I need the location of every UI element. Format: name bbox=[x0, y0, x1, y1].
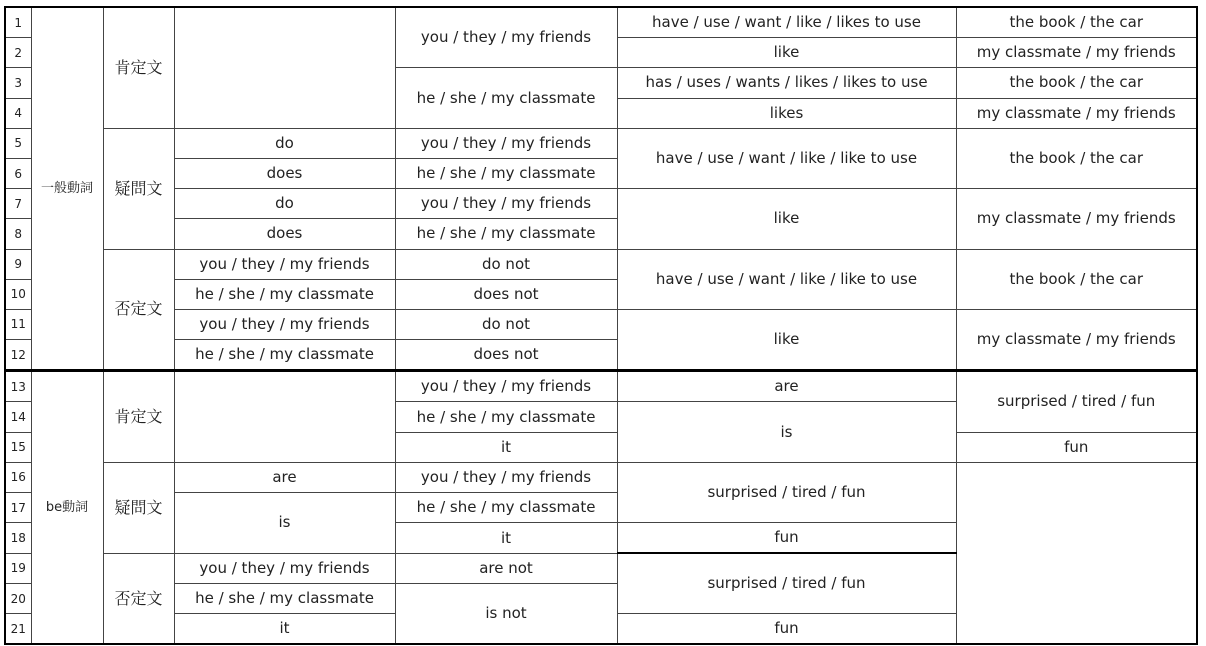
row-number[interactable]: 5 bbox=[5, 128, 31, 158]
negation-cell[interactable]: is not bbox=[395, 584, 617, 645]
subject-cell[interactable]: he / she / my classmate bbox=[174, 584, 395, 614]
category-be-verb[interactable]: be動詞 bbox=[31, 371, 103, 645]
row-number[interactable]: 17 bbox=[5, 493, 31, 523]
subject-cell[interactable]: it bbox=[174, 614, 395, 645]
cell[interactable] bbox=[174, 371, 395, 463]
object-cell[interactable]: my classmate / my friends bbox=[956, 98, 1197, 128]
auxiliary-cell[interactable]: do bbox=[174, 189, 395, 219]
row-number[interactable]: 12 bbox=[5, 340, 31, 371]
row-number[interactable]: 3 bbox=[5, 68, 31, 98]
subject-cell[interactable]: he / she / my classmate bbox=[395, 402, 617, 432]
complement-cell[interactable]: fun bbox=[617, 614, 956, 645]
subject-cell[interactable]: you / they / my friends bbox=[174, 309, 395, 339]
row-number[interactable]: 10 bbox=[5, 279, 31, 309]
object-cell[interactable]: the book / the car bbox=[956, 249, 1197, 309]
cell[interactable] bbox=[956, 462, 1197, 644]
negation-cell[interactable]: are not bbox=[395, 553, 617, 583]
subject-cell[interactable]: it bbox=[395, 523, 617, 554]
verb-cell[interactable]: are bbox=[617, 371, 956, 402]
row-number[interactable]: 19 bbox=[5, 553, 31, 583]
subject-cell[interactable]: he / she / my classmate bbox=[174, 279, 395, 309]
object-cell[interactable]: the book / the car bbox=[956, 128, 1197, 188]
row-number[interactable]: 8 bbox=[5, 219, 31, 249]
auxiliary-cell[interactable]: is bbox=[174, 493, 395, 554]
row-number[interactable]: 13 bbox=[5, 371, 31, 402]
subject-cell[interactable]: he / she / my classmate bbox=[395, 219, 617, 249]
row-number[interactable]: 11 bbox=[5, 309, 31, 339]
auxiliary-cell[interactable]: do bbox=[174, 128, 395, 158]
complement-cell[interactable]: surprised / tired / fun bbox=[956, 371, 1197, 432]
verb-cell[interactable]: is bbox=[617, 402, 956, 462]
subject-cell[interactable]: you / they / my friends bbox=[395, 371, 617, 402]
verb-cell[interactable]: like bbox=[617, 189, 956, 249]
verb-cell[interactable]: have / use / want / like / like to use bbox=[617, 249, 956, 309]
verb-cell[interactable]: like bbox=[617, 38, 956, 68]
subject-cell[interactable]: you / they / my friends bbox=[174, 249, 395, 279]
category-general-verb[interactable]: 一般動詞 bbox=[31, 7, 103, 371]
verb-cell[interactable]: likes bbox=[617, 98, 956, 128]
subject-cell[interactable]: he / she / my classmate bbox=[174, 340, 395, 371]
negation-cell[interactable]: do not bbox=[395, 249, 617, 279]
row-number[interactable]: 21 bbox=[5, 614, 31, 645]
row-number[interactable]: 14 bbox=[5, 402, 31, 432]
type-question[interactable]: 疑問文 bbox=[103, 462, 174, 553]
subject-cell[interactable]: you / they / my friends bbox=[174, 553, 395, 583]
row-number[interactable]: 4 bbox=[5, 98, 31, 128]
subject-cell[interactable]: he / she / my classmate bbox=[395, 158, 617, 188]
complement-cell[interactable]: surprised / tired / fun bbox=[617, 462, 956, 522]
auxiliary-cell[interactable]: does bbox=[174, 158, 395, 188]
type-negative[interactable]: 否定文 bbox=[103, 553, 174, 644]
verb-cell[interactable]: have / use / want / like / like to use bbox=[617, 128, 956, 188]
subject-cell[interactable]: you / they / my friends bbox=[395, 189, 617, 219]
auxiliary-cell[interactable]: does bbox=[174, 219, 395, 249]
row-number[interactable]: 15 bbox=[5, 432, 31, 462]
subject-cell[interactable]: he / she / my classmate bbox=[395, 493, 617, 523]
row-number[interactable]: 9 bbox=[5, 249, 31, 279]
auxiliary-cell[interactable]: are bbox=[174, 462, 395, 492]
subject-cell[interactable]: it bbox=[395, 432, 617, 462]
object-cell[interactable]: my classmate / my friends bbox=[956, 38, 1197, 68]
subject-cell[interactable]: he / she / my classmate bbox=[395, 68, 617, 128]
row-number[interactable]: 20 bbox=[5, 584, 31, 614]
row-number[interactable]: 6 bbox=[5, 158, 31, 188]
negation-cell[interactable]: does not bbox=[395, 340, 617, 371]
object-cell[interactable]: my classmate / my friends bbox=[956, 189, 1197, 249]
subject-cell[interactable]: you / they / my friends bbox=[395, 7, 617, 68]
verb-cell[interactable]: has / uses / wants / likes / likes to use bbox=[617, 68, 956, 98]
negation-cell[interactable]: do not bbox=[395, 309, 617, 339]
row-number[interactable]: 16 bbox=[5, 462, 31, 492]
verb-cell[interactable]: have / use / want / like / likes to use bbox=[617, 7, 956, 38]
object-cell[interactable]: the book / the car bbox=[956, 68, 1197, 98]
cell[interactable] bbox=[174, 7, 395, 128]
row-number[interactable]: 7 bbox=[5, 189, 31, 219]
complement-cell[interactable]: fun bbox=[617, 523, 956, 554]
complement-cell[interactable]: fun bbox=[956, 432, 1197, 462]
object-cell[interactable]: my classmate / my friends bbox=[956, 309, 1197, 370]
row-number[interactable]: 1 bbox=[5, 7, 31, 38]
grammar-table bbox=[4, 6, 1198, 645]
type-negative[interactable]: 否定文 bbox=[103, 249, 174, 371]
negation-cell[interactable]: does not bbox=[395, 279, 617, 309]
type-affirmative[interactable]: 肯定文 bbox=[103, 371, 174, 463]
object-cell[interactable]: the book / the car bbox=[956, 7, 1197, 38]
row-number[interactable]: 18 bbox=[5, 523, 31, 554]
complement-cell[interactable]: surprised / tired / fun bbox=[617, 553, 956, 613]
row-number[interactable]: 2 bbox=[5, 38, 31, 68]
subject-cell[interactable]: you / they / my friends bbox=[395, 128, 617, 158]
verb-cell[interactable]: like bbox=[617, 309, 956, 370]
type-affirmative[interactable]: 肯定文 bbox=[103, 7, 174, 128]
subject-cell[interactable]: you / they / my friends bbox=[395, 462, 617, 492]
type-question[interactable]: 疑問文 bbox=[103, 128, 174, 249]
